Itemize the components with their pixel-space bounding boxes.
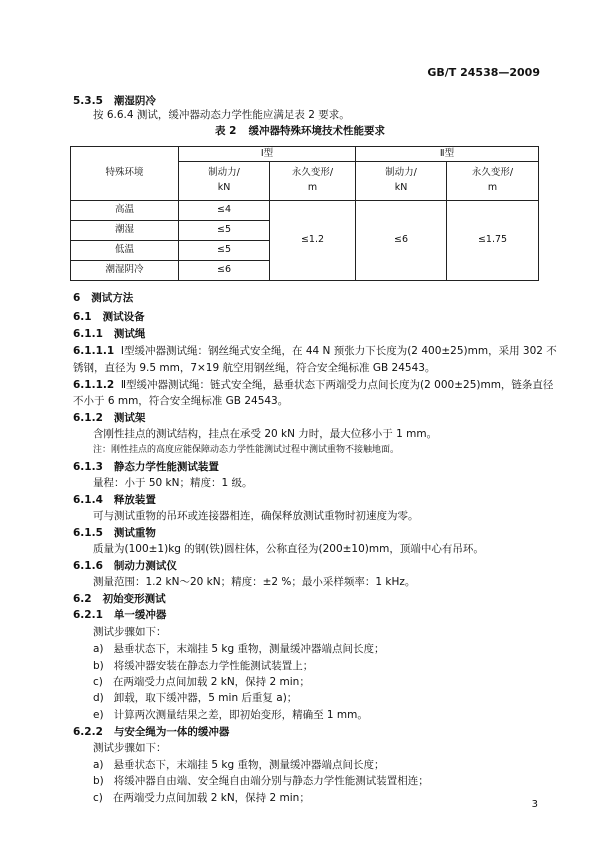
t1-force-cell: ≤5 [179,241,270,261]
spec-table [70,146,539,281]
section-6-2-2-heading [73,726,229,740]
list-item: e) 计算两次测量结果之差，即初始变形，精确至 1 mm。 [93,709,368,721]
section-6-2-1-intro: 测试步骤如下： [93,626,167,638]
section-title: 潮湿阴冷 [113,95,156,107]
section-6-2-heading [73,593,166,607]
section-number: 6.1.1.2 [73,379,115,391]
section-title: 静态力学性能测试装置 [113,461,219,473]
list-item: d) 卸载，取下缓冲器，5 min 后重复 a)； [93,692,298,704]
env-cell: 高温 [71,201,179,221]
t2-perm-deform-header: 永久变形/ m [447,162,539,201]
t1-force-cell: ≤5 [179,221,270,241]
section-6-1-1-2-line1: 6.1.1.2 Ⅱ型缓冲器测试绳：链式安全绳，悬垂状态下两端受力点间长度为(2 000±25)mm，链条直径 [73,379,554,391]
type1-header: Ⅰ型 [179,147,356,162]
section-title: 与安全绳为一体的缓冲器 [113,726,230,738]
table-number: 表 2 [215,125,237,137]
section-number: 6.1.5 [73,527,103,539]
section-6-1-2-heading [73,412,145,426]
section-6-1-heading [73,311,145,325]
section-6-1-4-text: 可与测试重物的吊环或连接器相连，确保释放测试重物时初速度为零。 [93,510,419,522]
list-item: a) 悬垂状态下，末端挂 5 kg 重物，测量缓冲器端点间长度； [93,643,385,655]
section-number: 6.1.2 [73,412,103,424]
section-title: 制动力测试仪 [113,560,177,572]
t1-force-cell: ≤6 [179,261,270,281]
table-row [71,201,539,221]
section-title: 测试绳 [113,328,146,340]
table-title: 缓冲器特殊环境技术性能要求 [248,125,385,137]
section-6-1-6-text: 测量范围：1.2 kN～20 kN；精度：±2 %；最小采样频率：1 kHz。 [93,576,416,588]
section-number: 6.1.1 [73,328,103,340]
section-number: 6 [73,292,81,304]
t2-deform-cell: ≤1.75 [447,201,539,281]
section-6-1-2-text: 含刚性挂点的测试结构，挂点在承受 20 kN 力时，最大位移小于 1 mm。 [93,428,438,440]
section-number: 6.2.1 [73,609,103,621]
type2-header: Ⅱ型 [356,147,539,162]
section-6-1-1-heading [73,328,145,342]
section-6-1-5-heading [73,527,156,541]
section-6-2-1-heading [73,609,166,623]
env-header: 特殊环境 [71,147,179,201]
section-number: 6.2 [73,593,92,605]
section-6-1-1-2-line2: 不小于 6 mm，符合安全绳标准 GB 24543。 [73,395,289,407]
page-number: 3 [531,799,538,810]
section-5-3-5-text: 按 6.6.4 测试，缓冲器动态力学性能应满足表 2 要求。 [93,109,350,121]
section-6-2-2-intro: 测试步骤如下： [93,742,167,754]
section-number: 6.1.6 [73,560,103,572]
section-number: 6.2.2 [73,726,103,738]
section-6-1-2-note: 注：刚性挂点的高度应能保障动态力学性能测试过程中测试重物不接触地面。 [93,445,400,455]
t2-force-cell: ≤6 [356,201,447,281]
section-title: 测试重物 [113,527,156,539]
section-title: 初始变形测试 [102,593,166,605]
section-title: 测试方法 [91,292,134,304]
section-number: 6.1.1.1 [73,345,115,357]
list-item: b) 将缓冲器安装在静态力学性能测试装置上； [93,660,314,672]
section-title: 释放装置 [113,494,156,506]
t1-brake-force-header: 制动力/ kN [179,162,270,201]
section-number: 6.1 [73,311,92,323]
section-number: 6.1.4 [73,494,103,506]
section-6-1-5-text: 质量为(100±1)kg 的钢(铁)圆柱体，公称直径为(200±10)mm，顶端中心有吊环。 [93,543,484,555]
t2-brake-force-header: 制动力/ kN [356,162,447,201]
env-cell: 低温 [71,241,179,261]
list-item: a) 悬垂状态下，末端挂 5 kg 重物，测量缓冲器端点间长度； [93,759,385,771]
section-number: 6.1.3 [73,461,103,473]
list-item: c) 在两端受力点间加载 2 kN，保持 2 min； [93,792,310,804]
section-6-1-6-heading [73,560,177,574]
section-6-heading [73,292,133,306]
env-cell: 潮湿阴冷 [71,261,179,281]
t1-force-cell: ≤4 [179,201,270,221]
list-item: c) 在两端受力点间加载 2 kN，保持 2 min； [93,676,310,688]
section-6-1-1-1-line1: 6.1.1.1 Ⅰ型缓冲器测试绳：钢丝绳式安全绳，在 44 N 预张力下长度为(2 400±25)mm，采用 302 不 [73,345,557,357]
section-6-1-1-1-line2: 锈钢，直径为 9.5 mm，7×19 航空用钢丝绳，符合安全绳标准 GB 24543。 [73,362,436,374]
env-cell: 潮湿 [71,221,179,241]
section-6-1-3-heading [73,461,219,475]
list-item: b) 将缓冲器自由端、安全绳自由端分别与静态力学性能测试装置相连； [93,775,429,787]
section-number: 5.3.5 [73,95,103,107]
section-title: 测试设备 [102,311,145,323]
section-title: 测试架 [113,412,146,424]
t1-deform-cell: ≤1.2 [270,201,356,281]
section-6-1-3-text: 量程：小于 50 kN；精度：1 级。 [93,477,253,489]
table-caption [0,125,600,139]
section-6-1-4-heading [73,494,156,508]
section-5-3-5-heading [73,95,156,109]
document-code: GB/T 24538—2009 [427,66,540,79]
t1-perm-deform-header: 永久变形/ m [270,162,356,201]
section-title: 单一缓冲器 [113,609,167,621]
